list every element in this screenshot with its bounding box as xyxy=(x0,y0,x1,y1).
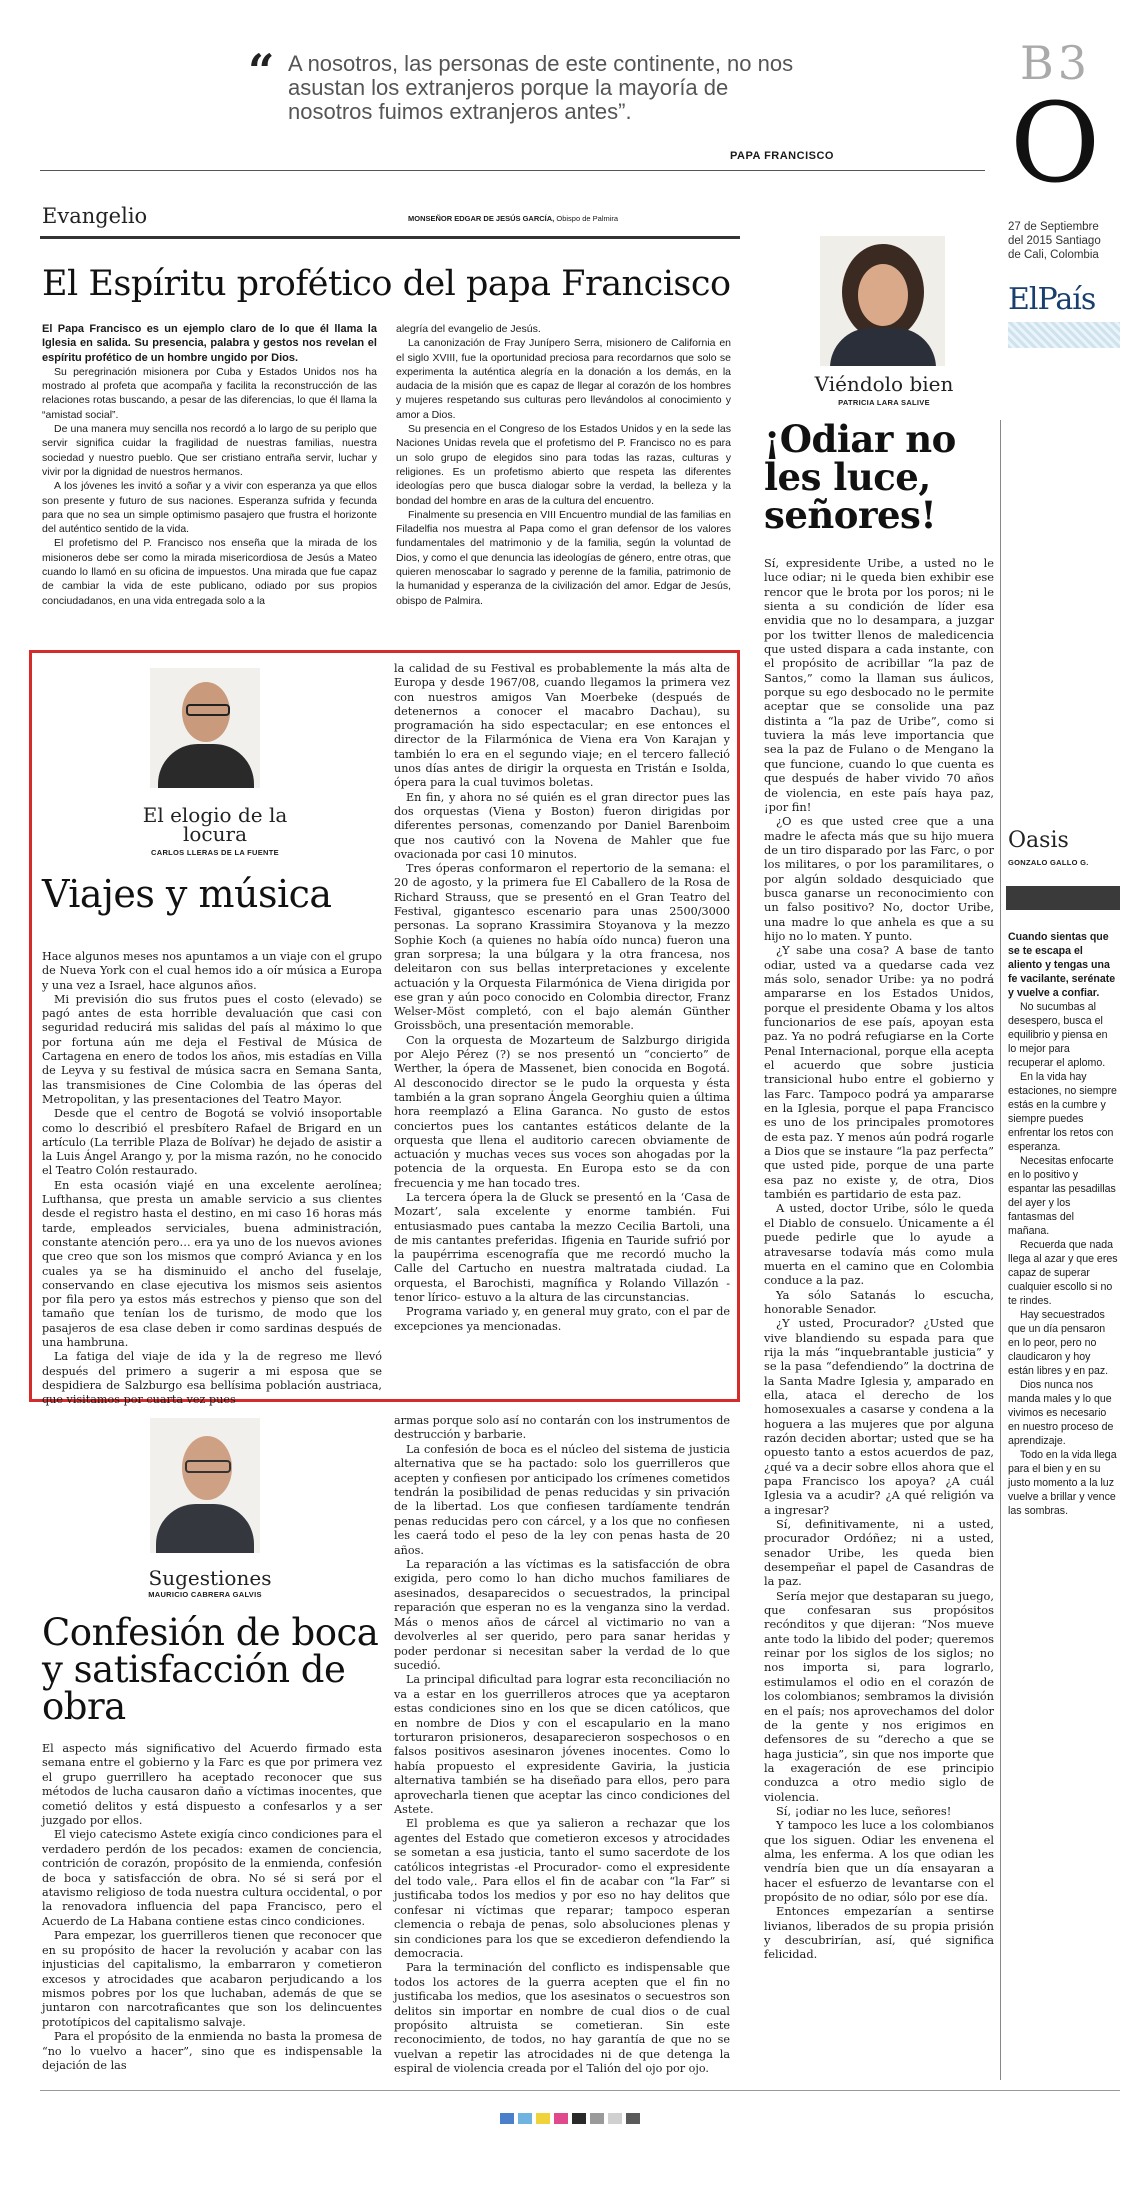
lara-paragraph: ¿Y usted, Procurador? ¿Usted que vive blandiendo su espada para que rija la más “inquebrantable justicia” y se la pasa “defendiendo” la doctrina de la Santa Madre Iglesia y, amparado en ella, ataca el derecho de los homosexuales a casarse y condena a la hoguera a las mujeres que por alguna razón deciden abortar; usted que se ha opuesto tanto a estos acuerdos de paz, ¿qué va a decir sobre ellos ahora que el papa Francisco los apoya? ¿A cuál Iglesia va a acudir? ¿A qué religión va a ingresar? xyxy=(764,1316,994,1517)
cabrera-col-2 xyxy=(394,1414,730,2077)
oasis-author: GONZALO GALLO G. xyxy=(1008,858,1089,867)
photo-glasses xyxy=(186,704,230,716)
evangelio-lead: El Papa Francisco es un ejemplo claro de lo que él llama la Iglesia en salida. Su presencia, palabra y gestos nos revelan el espíritu profético de un hombre ungido por Dios. xyxy=(42,323,377,364)
lara-title: ¡Odiar no les luce, señores! xyxy=(764,417,956,537)
cabrera-paragraph: Para la terminación del conflicto es indispensable que todos los actores de la guerra acepten que el fin no justificaba los medios, que los asesinatos o secuestros son delitos sin importar en nombre de cual dios o de cual propósito altruista se cometieran. Sin este reconocimiento, de todos, no hay garantía de que no se vuelvan a repetir las atrocidades ni de que detenga la espiral de violencia creada por el Talión del ojo por ojo. xyxy=(394,1961,730,2076)
author-photo-cabrera xyxy=(150,1418,260,1553)
lleras-paragraph: Hace algunos meses nos apuntamos a un viaje con el grupo de Nueva York con el cual hemos ido a oír música a Europa y una vez a Israel, hace algunos años. xyxy=(42,950,382,992)
oasis-paragraph: No sucumbas al desespero, busca el equilibrio y piensa en lo mejor para recuperar el aplomo. xyxy=(1008,1001,1108,1069)
oasis-paragraph: Recuerda que nada llega al azar y que eres capaz de superar cualquier escollo si no te rindes. xyxy=(1008,1239,1118,1307)
pull-quote: A nosotros, las personas de este continente, no nos asustan los extranjeros porque la mayoría de nosotros fuimos extranjeros antes”. xyxy=(288,51,794,124)
lleras-paragraph: Mi previsión dio sus frutos pues el costo (elevado) se pagó antes de esta horrible devaluación que casi con seguridad reducirá mis salidas del país al máximo lo que por fortuna aún me deja el Festival de Música de Cartagena en enero de todos los años, mis estadías en Villa de Leyva y su festival de música sacra en Semana Santa, las transmisiones de Cine Colombia de las óperas del Metropolitan, y las presentaciones del Teatro Mayor. xyxy=(42,992,382,1106)
evangelio-paragraph: Su presencia en el Congreso de los Estados Unidos y en la sede las Naciones Unidas revela que el profetismo del P. Francisco no es para un solo grupo de elegidos sino para todas las razas, culturas y religiones. Es un profetismo abierto que respeta las diferentes ideologías pero que busca dialogar sobre la verdad, la belleza y la bondad del hombre en aras de la cultura del encuentro. xyxy=(396,423,731,507)
photo-glasses xyxy=(185,1460,231,1473)
cabrera-paragraph: El problema es que ya salieron a rechazar que los agentes del Estado que cometieron excesos y atrocidades se sometan a esa justicia, tanto el sumo sacerdote de los católicos integristas -el Procurador- como el expresidente del todo vale,. Para ellos el fin de acabar con “la Far” si justificaba todos los medios y por eso no hay delitos que confesar ni víctimas que reparar; tampoco esperan clemencia o rebaja de penas, solo absoluciones plenas y sin condiciones para los que se excedieron defendiendo la democracia. xyxy=(394,1817,730,1961)
evangelio-col-2 xyxy=(396,322,731,608)
lara-paragraph: ¿Y sabe una cosa? A base de tanto odiar, usted va a quedarse cada vez más solo, senador Uribe: ya no podrá ampararse en los Estados Unidos, porque el presidente Obama y los altos funcionarios de ese país, apoyan esta paz. Ya no podrá refugiarse en la Corte Penal Internacional, porque ella acepta el acuerdo que sobre justicia transicional hubo entre el gobierno y las Farc. Tampoco podrá ya ampararse en la Iglesia, porque el papa Francisco es uno de los principales promotores de esta paz. Y menos aún podrá rogarle a Dios que se instaure “la paz perfecta” que usted pide, porque de una parte esa paz no existe y, de otra, Dios también es partidario de esta paz. xyxy=(764,943,994,1202)
color-swatch xyxy=(590,2113,604,2124)
lara-paragraph: A usted, doctor Uribe, sólo le queda el Diablo de consuelo. Únicamente a él puede pedirle que lo ayude a atravesarse todavía más como mula muerta en el camino que en Colombia conduce a la paz. xyxy=(764,1201,994,1288)
photo-suit xyxy=(158,744,254,788)
evangelio-title: El Espíritu profético del papa Francisco xyxy=(42,264,731,304)
lleras-paragraph: La fatiga del viaje de ida y la de regreso me llevó después del primero a sugerir a mi esposa que se despidiera de Salzburgo esa bellísima población austriaca, que visitamos por cuarta vez pues xyxy=(42,1350,382,1407)
cabrera-paragraph: Para empezar, los guerrilleros tienen que reconocer que en su propósito de hacer la revolución y acabar con las injusticias del capitalismo, la embarraron y cometieron excesos y atrocidades que acabaron perjudicando a los mismos pobres por los que luchaban, además de que se juntaron con narcotraficantes que son los delincuentes prototípicos del capitalismo salvaje. xyxy=(42,1929,382,2029)
photo-suit xyxy=(156,1504,254,1553)
cabrera-col-1 xyxy=(42,1742,382,2073)
lara-paragraph: Sí, ¡odiar no les luce, señores! xyxy=(776,1803,952,1818)
author-lleras: CARLOS LLERAS DE LA FUENTE xyxy=(151,848,279,857)
quote-mark: “ xyxy=(248,44,275,98)
oasis-paragraph: Todo en la vida llega para el bien y en su justo momento a la luz vuelve a brillar y vence las sombras. xyxy=(1008,1449,1117,1517)
cabrera-title: Confesión de boca y satisfacción de obra xyxy=(42,1611,379,1728)
section-big-letter: O xyxy=(1010,79,1101,207)
lara-paragraph: Y tampoco les luce a los colombianos que los siguen. Odiar les envenena el alma, les enferma. A los que odian les vendría bien que un día ensayaran a hacer el esfuerzo de levantarse con el propósito de no odiar, sólo por ese día. xyxy=(764,1818,994,1904)
quote-attribution: PAPA FRANCISCO xyxy=(730,150,834,162)
lara-paragraph: Sería mejor que destaparan su juego, que confesaran sus propósitos recónditos y que dijeran: “Nos mueve ante todo la libido del poder; queremos reinar por los siglos de los siglos; no nos importa si, para lograrlo, estimulamos el odio en el corazón de los colombianos; sembramos la división en el país; nos aprovechamos del dolor de la gente y nos erigimos en defensores de su “derecho a que se haga justicia”, sin que nos importe que la exageración de ese principio conduzca a otro medio siglo de violencia. xyxy=(764,1588,994,1804)
lleras-paragraph: Programa variado y, en general muy grato, con el par de excepciones ya mencionadas. xyxy=(394,1305,730,1333)
section-label: B3 xyxy=(1020,36,1092,90)
lleras-paragraph: La tercera ópera la de Gluck se presentó en la ‘Casa de Mozart’, sala excelente y enorme también. Fui entusiasmado pues cantaba la mezzo Cecilia Bartoli, una de mis cantantes preferidas. Ifigenia en Tauride sufrió por la paupérrima escenografía que me recordó mucho la Calle del Cartucho en nuestra maltratada ciudad. La orquesta, el Barochisti, magnífica y Rolando Villazón -tenor lírico- estuvo a la altura de las circunstancias. xyxy=(394,1190,730,1305)
oasis-paragraph: Dios nunca nos manda males y lo que vivimos es necesario en nuestro proceso de aprendizaje. xyxy=(1008,1379,1114,1447)
color-swatch xyxy=(554,2113,568,2124)
oasis-paragraph: En la vida hay estaciones, no siempre estás en la cumbre y siempre puedes enfrentar los retos con esperanza. xyxy=(1008,1071,1117,1153)
evangelio-paragraph: Finalmente su presencia en VIII Encuentro mundial de las familias en Filadelfia nos muestra al Papa como el gran defensor de los valores fundamentales del matrimonio y de la familia, según la voluntad de Dios, y como el que denuncia las ideologías de género, entre otras, que quieren menoscabar lo sagrado y perenne de la familia, patrimonio de la humanidad y esperanza de la civilización del amor. Edgar de Jesús, obispo de Palmira. xyxy=(396,508,731,607)
oasis-column xyxy=(1008,930,1118,1518)
lleras-paragraph: la calidad de su Festival es probablemente la más alta de Europa y desde 1967/08, cuando llegamos la primera vez con nuestros amigos Van Moerbeke (después de detenernos a conocer el macabro Dachau), su programación ha sido espectacular; en ese entonces el director de la Filarmónica de Viena era Von Karajan y también lo era en el segundo viaje; en el tercero falleció unos días antes de dirigir la orquesta en Tristán e Isolda, ópera para la cual tuvimos boletas. xyxy=(394,662,730,790)
cabrera-paragraph: armas porque solo así no contarán con los instrumentos de destrucción y barbarie. xyxy=(394,1414,730,1442)
author-photo-lara xyxy=(820,236,945,366)
lara-column xyxy=(764,556,994,1962)
column-name-cabrera: Sugestiones xyxy=(148,1566,272,1590)
cabrera-paragraph: La principal dificultad para lograr esta reconciliación no va a estar en los guerrilleros atroces que ya aceptaron estas condiciones sino en los que se dicen católicos, que en nombre de Dios y con el escapulario en la mano torturaron prisioneros, desaparecieron sospechosos o en falsos positivos asesinaron jóvenes inocentes. Como lo había propuesto el expresidente Gaviria, la justicia alternativa también se ha diseñado para ellos, pero para aprovecharla tienen que aceptar las cinco condiciones del Astete. xyxy=(394,1673,730,1816)
evangelio-paragraph: La canonización de Fray Junípero Serra, misionero de California en el siglo XVIII, fue la oportunidad preciosa para recordarnos que solo se experimenta la auténtica alegría en la donación a los demás, en la audacia de la misión que es capaz de llegar al corazón de los hombres y mujeres respetando sus culturas pero llevándolos al conocimiento y amor a Dios. xyxy=(396,337,731,421)
evangelio-paragraph: El profetismo del P. Francisco nos enseña que la mirada de los misioneros debe ser como la mirada misericordiosa de Jesús a Mateo cuando lo llamó en su oficina de impuestos. Una mirada que fue capaz de cambiar la vida de este publicano, odiado por sus propios conciudadanos, en una vida entregada solo a la xyxy=(42,537,377,607)
photo-jacket xyxy=(830,328,936,366)
lleras-paragraph: En esta ocasión viajé en una excelente aerolínea; Lufthansa, que presta un amable servicio a sus clientes desde el registro hasta el destino, en mi caso 16 horas más tarde, empleados serviciales, buena administración, constante atención pero… era ya uno de los nuevos aviones que creo que son los mismos que compró Avianca y en los cuales ya se ha disminuido el ancho del fuselaje, conservando en clase ejecutiva los mismos seis asientos por fila pero ya estos más estrechos y pienso que son del tamaño que tenían los de turismo, de modo que los pasajeros de esa clase deben ir como sardinas después de una hambruna. xyxy=(42,1178,382,1350)
lara-paragraph: ¿O es que usted cree que a una madre le afecta más que su hijo muera de un tiro disparado por las Farc, o por los militares, o por los paramilitares, o por algún soldado desquiciado que busca ganarse un reconocimiento con un falso positivo? No, doctor Uribe, una madre lo que anhela es que a su hijo no lo maten. Y punto. xyxy=(764,814,994,943)
quote-rule xyxy=(40,170,985,171)
oasis-paragraph: Necesitas enfocarte en lo positivo y espantar las pesadillas del ayer y los fantasmas del mañana. xyxy=(1008,1155,1116,1237)
color-swatch xyxy=(608,2113,622,2124)
color-swatch xyxy=(536,2113,550,2124)
lleras-col-1 xyxy=(42,950,382,1408)
lara-paragraph: Sí, expresidente Uribe, a usted no le luce odiar; ni le queda bien exhibir ese rencor que le brota por los poros; ni le sienta a su condición de líder esa envidia que no lo desampara, a juzgar por los twitter llenos de maledicencia que usted dispara a cada instante, con el propósito de acribillar “la paz de Santos,” como la llaman sus áulicos, porque su ego desbocado no le permite aceptar que se consolide una paz distinta a “la paz de Uribe”, como si tuviera la más leve importancia que sea la paz de Fulano o de Mengano la que funcione, cuando lo que cuenta es que después de haber vivido 70 años de violencia, en este país haya paz, ¡por fin! xyxy=(764,556,994,814)
photo-face xyxy=(858,264,908,326)
color-swatch xyxy=(518,2113,532,2124)
oasis-lead: Cuando sientas que se te escapa el aliento y tengas una fe vacilante, serénate y vuelve a confiar. xyxy=(1008,931,1116,999)
column-divider xyxy=(1000,420,1001,2080)
evangelio-rule xyxy=(40,236,740,239)
footer-rule xyxy=(40,2090,1120,2091)
edition-date: 27 de Septiembre del 2015 Santiago de Cali, Colombia xyxy=(1008,221,1101,261)
column-name-lleras: El elogio de la locura xyxy=(142,803,288,846)
lleras-paragraph: Con la orquesta de Mozarteum de Salzburgo dirigida por Alejo Pérez (?) se nos presentó un “concierto” de Werther, la ópera de Massenet, bien conocida en Bogotá. Al desconocido director se le pudo la orquesta y ésta también a la gran soprano Ángela Georghiu quien a última hora reemplazó a Elina Garanca. No gusto de estos conciertos pues los cantantes estáticos delante de la orquesta que llena el auditorio carecen obviamente de actuación y muchas veces sus voces son ahogadas por la potencia de la orquesta. En Europa esto se da con frecuencia y me han tocado tres. xyxy=(394,1033,730,1190)
color-swatch xyxy=(572,2113,586,2124)
oasis-title: Oasis xyxy=(1008,828,1069,853)
lleras-col-2 xyxy=(394,662,730,1334)
lleras-paragraph: Tres óperas conformaron el repertorio de la semana: el 20 de agosto, y la primera fue El Caballero de la Rosa de Richard Strauss, que se presentó en el Gran Teatro del Festival, gigantesco escenario para unas 2500/3000 personas. La soprano Krassimira Stoyanova y la mezzo Sophie Koch (a quienes no había oído nunca) fueron una gran sorpresa; la una búlgara y la otra francesa, nos deleitaron con sus bellas interpretaciones y excelente actuación y la Orquesta Filarmónica de Viena dirigida por ese gran y aún poco conocido en Colombia director, Franz Welser-Möst completó, con el bajo alemán Günther Groissböch, una presentación memorable. xyxy=(394,862,730,1033)
cabrera-paragraph: La reparación a las víctimas es la satisfacción de obra exigida, pero como lo han dicho muchos familiares de asesinados, desaparecidos o secuestrados, la principal reparación que esperan no es la venganza sino la verdad. Más o menos años de cárcel al victimario no van a devolverles al ser querido, pero para sanar heridas y poder perdonar si necesitan saber la verdad de lo que sucedió. xyxy=(394,1558,730,1672)
cabrera-paragraph: El viejo catecismo Astete exigía cinco condiciones para el verdadero perdón de los pecados: examen de conciencia, contrición de corazón, propósito de la enmienda, confesión de boca y satisfacción de obra. No sé si será por el atavismo religioso de toda nuestra cultura occidental, o por la renovadora influencia del papa Francisco, pero el Acuerdo de La Habana contiene estas cinco condiciones. xyxy=(42,1828,382,1928)
lara-paragraph: Entonces empezarían a sentirse livianos, liberados de su propia prisión y descubrirían, así, qué significa felicidad. xyxy=(764,1904,994,1962)
evangelio-paragraph: alegría del evangelio de Jesús. xyxy=(396,323,541,335)
evangelio-paragraph: A los jóvenes les invitó a soñar y a vivir con esperanza ya que ellos son presente y futuro de sus naciones. Esperanza sufrida y fecunda para que no sea un simple optimismo pasajero que frustra el horizonte del auténtico sentido de la vida. xyxy=(42,480,377,536)
evangelio-byline-name: MONSEÑOR EDGAR DE JESÚS GARCÍA, xyxy=(408,214,555,223)
author-cabrera: MAURICIO CABRERA GALVIS xyxy=(148,1590,262,1599)
newspaper-logo: ElPaís xyxy=(1008,282,1096,317)
column-name-lara: Viéndolo bien xyxy=(814,372,954,396)
lleras-paragraph: Desde que el centro de Bogotá se volvió insoportable como lo describió el presbítero Rafael de Brigard en un artículo (La terrible Plaza de Bolívar) he dejado de asistir a la Luis Ángel Arango y, por la misma razón, no he conocido el Teatro Colón restaurado. xyxy=(42,1107,382,1178)
evangelio-kicker: Evangelio xyxy=(42,204,148,228)
evangelio-paragraph: De una manera muy sencilla nos recordó a lo largo de su periplo que servir significa cuidar la fragilidad de nuestras familias, nuestra sociedad y nuestro pueblo. Que ser cristiano entraña servir, luchar y vivir por la dignidad de nuestros hermanos. xyxy=(42,423,377,478)
color-swatch xyxy=(500,2113,514,2124)
lleras-title: Viajes y música xyxy=(42,872,332,916)
logo-underline xyxy=(1008,322,1120,348)
oasis-paragraph: Hay secuestrados que un día pensaron en lo peor, pero no claudicaron y hoy están libres y en paz. xyxy=(1008,1309,1109,1377)
author-photo-lleras xyxy=(150,668,260,788)
lleras-paragraph: En fin, y ahora no sé quién es el gran director pues las dos orquestas (Viena y Boston) fueron dirigidas por diferentes personas, comenzando por Daniel Barenboim que nos cautivó con la Novena de Mahler que fue ovacionada por casi 10 minutos. xyxy=(394,790,730,861)
cabrera-paragraph: El aspecto más significativo del Acuerdo firmado esta semana entre el gobierno y la Farc es que por primera vez el grupo guerrillero ha aceptado reconocer que sus métodos de lucha causaron daño a víctimas inocentes, que cometió delitos y está dispuesto a confesarlos y a ser juzgado por ellos. xyxy=(42,1742,382,1828)
evangelio-paragraph: Su peregrinación misionera por Cuba y Estados Unidos nos ha mostrado al profeta que acompaña y facilita la reconstrucción de las relaciones rotas buscando, a pesar de las diferencias, lo que él llama la “amistad social”. xyxy=(42,365,377,421)
lara-paragraph: Sí, definitivamente, ni a usted, procurador Ordóñez; ni a usted, senador Uribe, les queda bien desempeñar el papel de Casandras de la paz. xyxy=(764,1517,994,1589)
cabrera-paragraph: Para el propósito de la enmienda no basta la promesa de “no lo vuelvo a hacer”, sino que es indispensable la dejación de las xyxy=(42,2030,382,2072)
lara-paragraph: Ya sólo Satanás lo escucha, honorable Senador. xyxy=(764,1287,994,1316)
color-swatch xyxy=(626,2113,640,2124)
evangelio-byline xyxy=(408,214,618,223)
evangelio-byline-role: Obispo de Palmira xyxy=(556,214,619,223)
oasis-banner xyxy=(1006,886,1120,910)
cabrera-paragraph: La confesión de boca es el núcleo del sistema de justicia alternativa que se ha pactado: solo los guerrilleros que acepten y confiesen por anticipado los crímenes cometidos tendrán la posibilidad de penas reducidas y sin privación de la libertad. Los que confiesen tardíamente tendrán penas reducidas pero con cárcel, y a los que no confiesen les caerá todo el peso de la ley con penas hasta de 20 años. xyxy=(394,1442,730,1557)
evangelio-col-1 xyxy=(42,322,377,608)
author-lara: PATRICIA LARA SALIVE xyxy=(838,398,930,407)
